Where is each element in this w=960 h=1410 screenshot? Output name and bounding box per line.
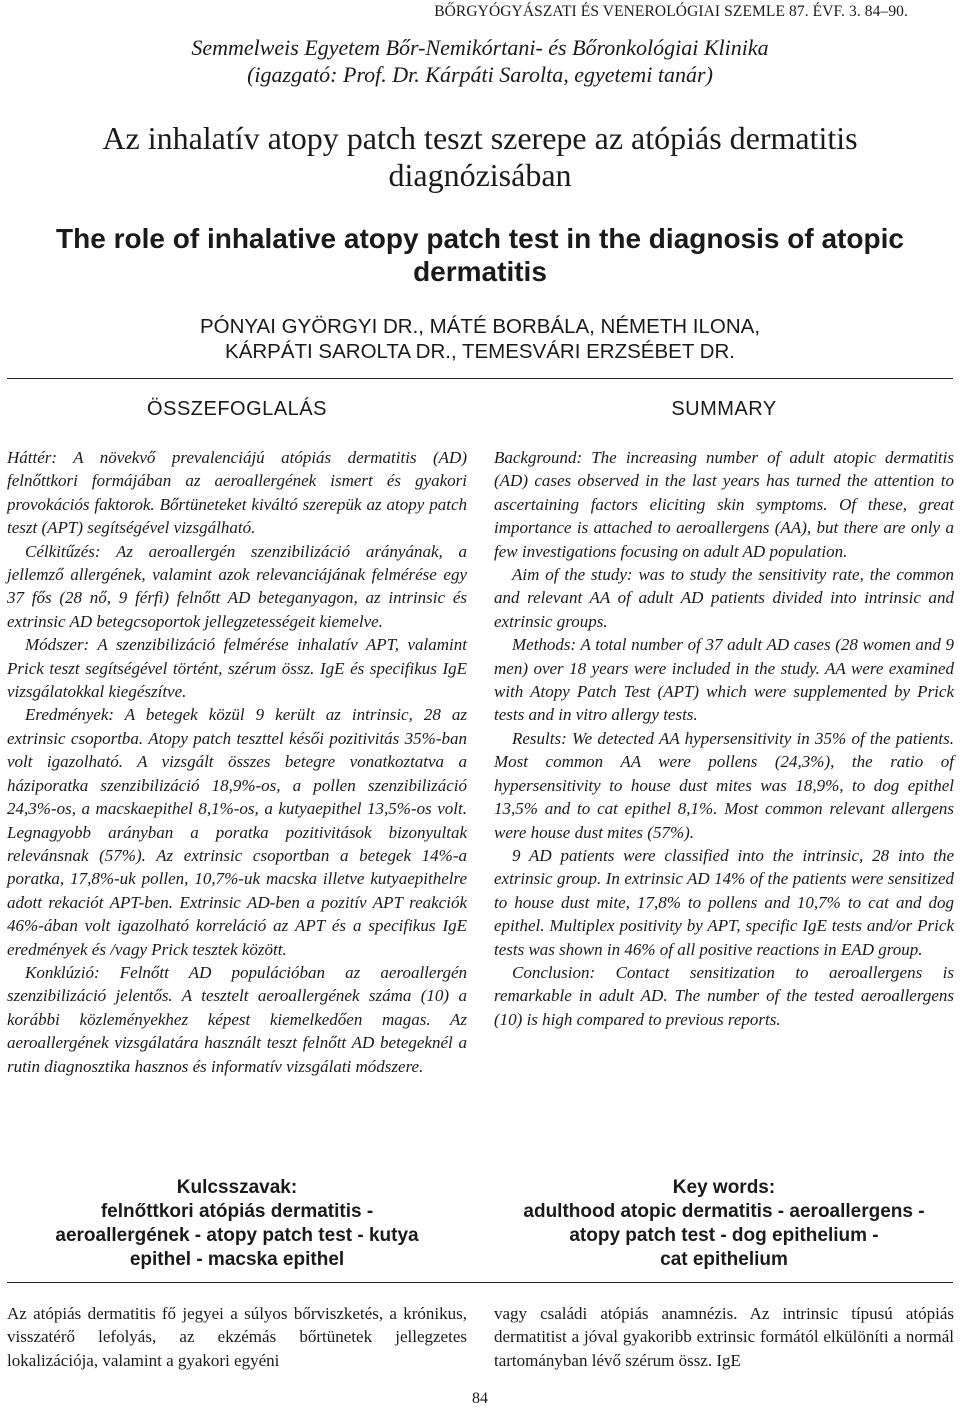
running-head: BŐRGYÓGYÁSZATI ÉS VENEROLÓGIAI SZEMLE 87. ÉVF. 3. 84–90. bbox=[434, 3, 908, 20]
abstract-paragraph: Célkitűzés: Az aeroallergén szenzibilizáció arányának, a jellemző allergének, valamint azok relevanciájának felmérése egy 37 fős (28 nő, 9 férfi) felnőtt AD beteganyagon, az intrinsic és extrinsic AD betegcsoportok jellegzetességeit kiemelve. bbox=[7, 541, 467, 631]
abstract-paragraph: Háttér: A növekvő prevalenciájú atópiás dermatitis (AD) felnőttkori formájában az aeroallergének ismert és gyakori provokációs faktorok. Bőrtüneteket kiváltó szerepük az atopy patch teszt (APT) segítségével vizsgálható. bbox=[7, 448, 467, 538]
keywords-hungarian bbox=[7, 1176, 467, 1272]
abstract-paragraph: Aim of the study: was to study the sensitivity rate, the common and relevant AA of adult AD patients divided into intrinsic and extrinsic groups. bbox=[494, 565, 954, 631]
abstract-paragraph: 9 AD patients were classified into the intrinsic, 28 into the extrinsic group. In extrinsic AD 14% of the patients were sensitized to house dust mite, 17,8% to pollens and 10,7% to cat and dog epithel. Multiplex positivity by APT, specific IgE tests and/or Prick tests was shown in 46% of all positive reactions in EAD group. bbox=[494, 845, 954, 959]
keywords-line: cat epithelium bbox=[660, 1249, 788, 1270]
abstract-paragraph: Conclusion: Contact sensitization to aeroallergens is remarkable in adult AD. The number of the tested aeroallergens (10) is high compared to previous reports. bbox=[494, 962, 954, 1029]
keywords-divider bbox=[7, 1282, 953, 1283]
title-line: diagnózisában bbox=[388, 157, 572, 193]
abstract-paragraph: Konklúzió: Felnőtt AD populációban az aeroallergén szenzibilizáció jelentős. A tesztelt aeroallergének száma (10) a korábbi közleményekhez képest kiemelkedően magas. Az aeroallergének vizsgálatára használt teszt felnőtt AD betegeknél a rutin diagnosztika hasznos és informatív vizsgálati módszere. bbox=[7, 962, 467, 1076]
keywords-heading: Kulcsszavak: bbox=[176, 1177, 298, 1198]
abstract-english bbox=[494, 446, 954, 1031]
title-line: dermatitis bbox=[413, 256, 547, 287]
institution bbox=[0, 34, 960, 88]
author-line: PÓNYAI GYÖRGYI DR., MÁTÉ BORBÁLA, NÉMETH ILONA, bbox=[199, 315, 761, 338]
keywords-english bbox=[494, 1176, 954, 1272]
keywords-line: epithel - macska epithel bbox=[129, 1249, 345, 1270]
keywords-line: atopy patch test - dog epithelium - bbox=[569, 1225, 879, 1246]
institution-line: Semmelweis Egyetem Bőr-Nemikórtani- és Bőronkológiai Klinika bbox=[191, 35, 769, 60]
keywords-line: aeroallergének - atopy patch test - kutya bbox=[55, 1225, 419, 1246]
abstract-hungarian bbox=[7, 446, 467, 1078]
title-english bbox=[0, 222, 960, 288]
author-list bbox=[0, 314, 960, 364]
body-text-left: Az atópiás dermatitis fő jegyei a súlyos bőrviszketés, a krónikus, visszatérő lefolyás, az ekzémás bőrtünetek jellegzetes lokalizációja, valamint a gyakori egyéni bbox=[7, 1304, 467, 1370]
keywords-line: adulthood atopic dermatitis - aeroallergens - bbox=[523, 1201, 925, 1222]
title-line: The role of inhalative atopy patch test in the diagnosis of atopic bbox=[56, 223, 904, 254]
abstract-paragraph: Background: The increasing number of adult atopic dermatitis (AD) cases observed in the last years has turned the attention to ascertaining factors eliciting skin symptoms. Of these, great importance is attached to aeroallergens (AA), but there are only a few investigations focusing on adult AD population. bbox=[494, 448, 954, 561]
author-line: KÁRPÁTI SAROLTA DR., TEMESVÁRI ERZSÉBET DR. bbox=[225, 340, 735, 363]
keywords-line: felnőttkori atópiás dermatitis - bbox=[100, 1201, 374, 1222]
abstract-paragraph: Módszer: A szenzibilizáció felmérése inhalatív APT, valamint Prick teszt segítségével történt, szérum össz. IgE és specifikus IgE vizsgálatokkal kiegészítve. bbox=[7, 635, 467, 702]
keywords-heading: Key words: bbox=[672, 1177, 776, 1198]
header-divider bbox=[7, 378, 953, 379]
abstract-paragraph: Results: We detected AA hypersensitivity in 35% of the patients. Most common AA were pollens (24,3%), the ratio of hypersensitivity to house dust mites was 18,9%, to dog epithel 13,5% and to cat epithel 8,1%. Most common relevant allergens were house dust mites (57%). bbox=[494, 728, 954, 842]
abstract-paragraph: Methods: A total number of 37 adult AD cases (28 women and 9 men) over 18 years were included in the study. AA were examined with Atopy Patch Test (APT) which were supplemented by Prick tests and in vitro allergy tests. bbox=[494, 635, 954, 725]
page-number: 84 bbox=[472, 1390, 488, 1407]
body-text-right: vagy családi atópiás anamnézis. Az intrinsic típusú atópiás dermatitist a jóval gyakoribb extrinsic formától elkülöníti a normál tartományban lévő szérum össz. IgE bbox=[494, 1304, 954, 1370]
institution-line: (igazgató: Prof. Dr. Kárpáti Sarolta, egyetemi tanár) bbox=[247, 62, 713, 87]
summary-hu-heading: ÖSSZEFOGLALÁS bbox=[147, 398, 327, 420]
title-hungarian bbox=[0, 120, 960, 194]
title-line: Az inhalatív atopy patch teszt szerepe az atópiás dermatitis bbox=[102, 120, 858, 156]
summary-en-heading: SUMMARY bbox=[671, 398, 777, 420]
abstract-paragraph: Eredmények: A betegek közül 9 került az intrinsic, 28 az extrinsic csoportba. Atopy patch teszttel késői pozitivitás 35%-ban volt igazolható. A vizsgált összes betegre vonatkoztatva a háziporatka szenzibilizáció 18,9%-os, a pollen szenzibilizáció 24,3%-os, a macskaepithel 8,1%-os, a kutyaepithel 13,5%-os volt. Legnagyobb arányban a poratka pozitivitások bizonyultak relevánsnak (57%). Az extrinsic csoportban a betegek 14%-a poratka, 17,8%-uk pollen, 10,7%-uk macska illetve kutyaepithelre adott rekaciót APT-ben. Extrinsic AD-ben a pozitív APT reakciók 46%-ában volt igazolható korreláció az APT és a specifikus IgE eredmények és /vagy Prick tesztek között. bbox=[7, 705, 467, 959]
